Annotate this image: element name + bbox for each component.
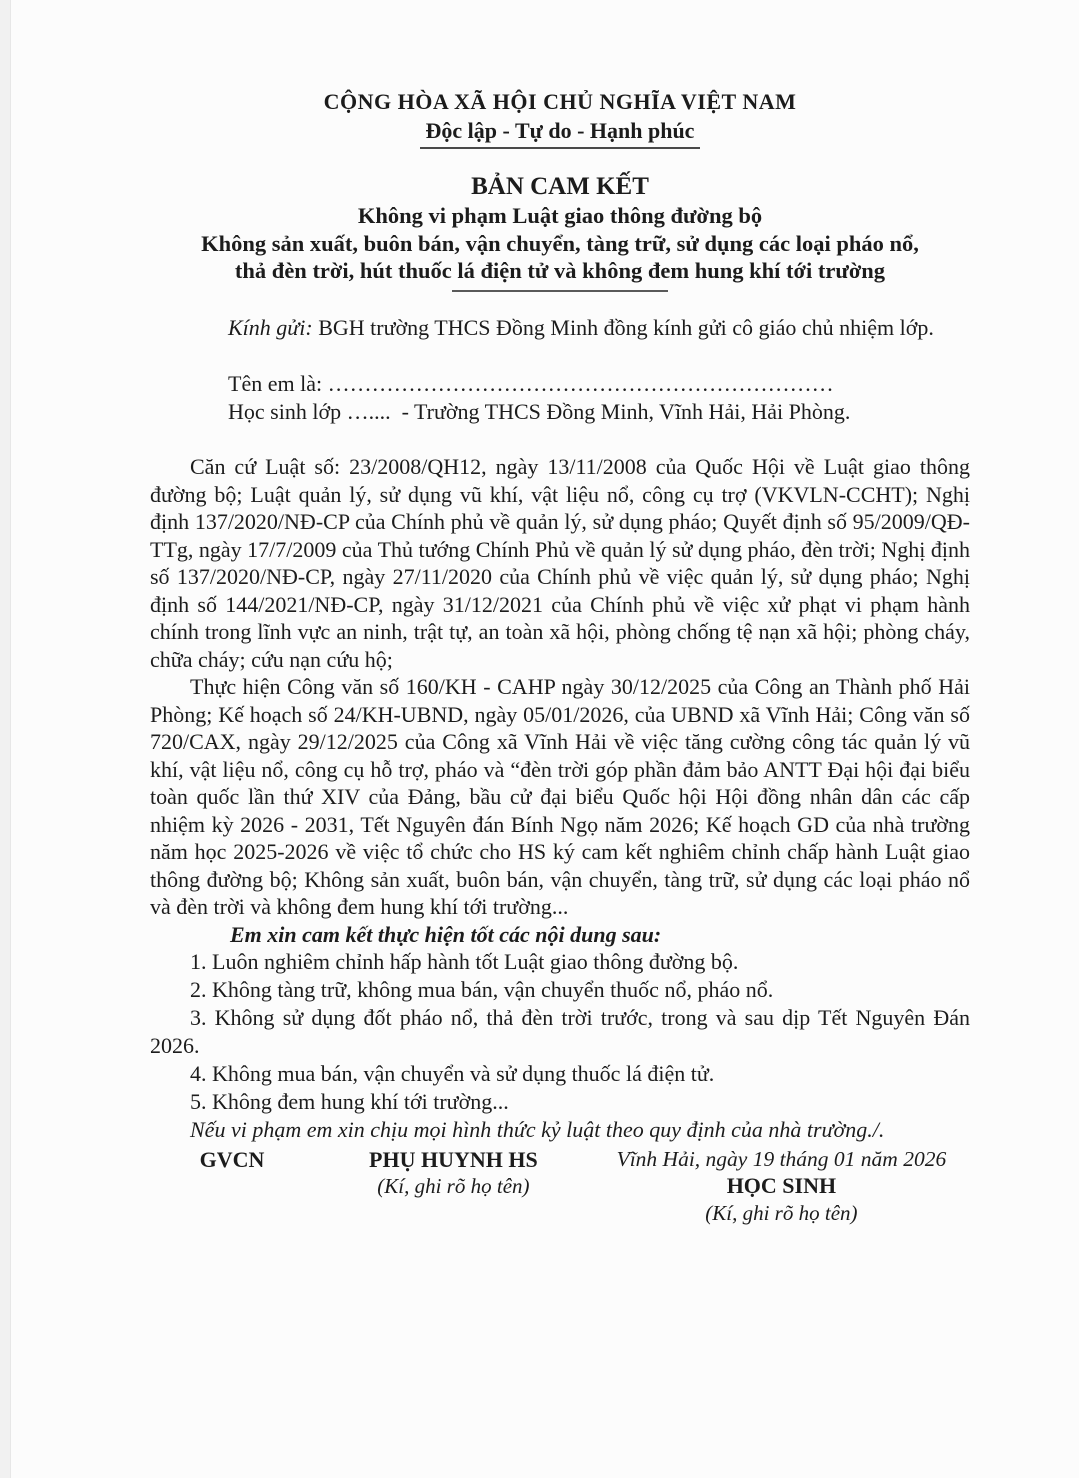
- legal-basis-paragraph-1: Căn cứ Luật số: 23/2008/QH12, ngày 13/11/2008 của Quốc Hội về Luật giao thông đường bộ; Luật quản lý, sử dụng vũ khí, vật liệu nổ, công cụ trợ (VKVLN-CCHT); Nghị định 137/2020/NĐ-CP của Chính phủ về quản lý, sử dụng pháo; Quyết định số 95/2009/QĐ-TTg, ngày 17/7/2009 của Thủ tướng Chính Phủ về quản lý sử dụng pháo, đèn trời; Nghị định số 137/2020/NĐ-CP, ngày 27/11/2020 của Chính phủ về việc quản lý, sử dụng pháo; Nghị định số 144/2021/NĐ-CP, ngày 31/12/2021 của Chính phủ về việc xử phạt vi phạm hành chính trong lĩnh vực an ninh, trật tự, an toàn xã hội, phòng chống tệ nạn xã hội; phòng cháy, chữa cháy; cứu nạn cứu hộ;: [150, 454, 970, 672]
- parent-title: PHỤ HUYNH HS: [369, 1146, 538, 1172]
- national-motto-line1: CỘNG HÒA XÃ HỘI CHỦ NGHĨA VIỆT NAM: [323, 89, 797, 114]
- commitment-item-2: 2. Không tàng trữ, không mua bán, vận chuyển thuốc nổ, pháo nổ.: [190, 976, 774, 1002]
- addressee-label: Kính gửi:: [228, 315, 313, 341]
- student-name-line: Tên em là: ……………………………………………………………: [228, 370, 834, 396]
- addressee-text: BGH trường THCS Đồng Minh đồng kính gửi cô giáo chủ nhiệm lớp.: [312, 315, 934, 341]
- commitment-item-1: 1. Luôn nghiêm chỉnh hấp hành tốt Luật giao thông đường bộ.: [190, 949, 739, 974]
- commitment-heading: Em xin cam kết thực hiện tốt các nội dung sau:: [230, 921, 662, 947]
- student-sign-note: (Kí, ghi rõ họ tên): [705, 1200, 858, 1225]
- document-subtitle-3: thả đèn trời, hút thuốc lá điện tử và không đem hung khí tới trường: [234, 258, 886, 284]
- signature-block: [150, 1146, 970, 1228]
- student-fill-block: [150, 370, 970, 427]
- national-motto-line2: [150, 118, 970, 149]
- scan-edge-artifact: [0, 0, 11, 1478]
- commitment-item-4: 4. Không mua bán, vận chuyển và sử dụng thuốc lá điện tử.: [190, 1060, 715, 1086]
- document-subtitle-1: Không vi phạm Luật giao thông đường bộ: [357, 202, 763, 228]
- commitment-item-3: 3. Không sử dụng đốt pháo nổ, thả đèn trời trước, trong và sau dịp Tết Nguyên Đán 2026.: [150, 1004, 970, 1058]
- gvcn-title: GVCN: [199, 1146, 265, 1172]
- parent-sign-note: (Kí, ghi rõ họ tên): [377, 1174, 530, 1199]
- signature-col-parent: [314, 1146, 593, 1228]
- commitment-item-5: 5. Không đem hung khí tới trường...: [190, 1088, 509, 1114]
- addressee-line: [150, 314, 970, 342]
- document-content: [150, 88, 970, 1227]
- national-motto-line2-text: Độc lập - Tự do - Hạnh phúc: [420, 118, 701, 149]
- document-title: BẢN CAM KẾT: [471, 172, 649, 200]
- student-title: HỌC SINH: [726, 1173, 837, 1199]
- signature-col-gvcn: [150, 1146, 314, 1228]
- student-class-line: Học sinh lớp ….... - Trường THCS Đồng Minh, Vĩnh Hải, Hải Phòng.: [228, 399, 851, 425]
- closing-statement: Nếu vi phạm em xin chịu mọi hình thức kỷ luật theo quy định của nhà trường./.: [190, 1116, 885, 1142]
- date-place-line: Vĩnh Hải, ngày 19 tháng 01 năm 2026: [616, 1146, 947, 1171]
- signature-col-student: [593, 1146, 970, 1228]
- legal-basis-paragraph-2: Thực hiện Công văn số 160/KH - CAHP ngày 30/12/2025 của Công an Thành phố Hải Phòng; Kế hoạch số 24/KH-UBND, ngày 05/01/2026, của UBND xã Vĩnh Hải; Công văn số 720/CAX, ngày 29/12/2025 của Công xã Vĩnh Hải về việc tăng cường công tác quản lý vũ khí, vật liệu nổ, công cụ hỗ trợ, pháo và “đèn trời góp phần đảm bảo ANTT Đại hội đại biểu toàn quốc lần thứ XIV của Đảng, bầu cử đại biểu Quốc hội Hội đồng nhân dân các cấp nhiệm kỳ 2026 - 2031, Tết Nguyên đán Bính Ngọ năm 2026; Kế hoạch GD của nhà trường năm học 2025-2026 về việc tổ chức cho HS ký cam kết nghiêm chỉnh chấp hành Luật giao thông đường bộ; Không sản xuất, buôn bán, vận chuyển, tàng trữ, sử dụng các loại pháo nổ và đèn trời và không đem hung khí tới trường...: [150, 674, 970, 919]
- document-subtitle-2: Không sản xuất, buôn bán, vận chuyển, tàng trữ, sử dụng các loại pháo nổ,: [201, 230, 919, 256]
- legal-basis-section: [150, 453, 970, 1144]
- title-separator-rule: [452, 290, 668, 292]
